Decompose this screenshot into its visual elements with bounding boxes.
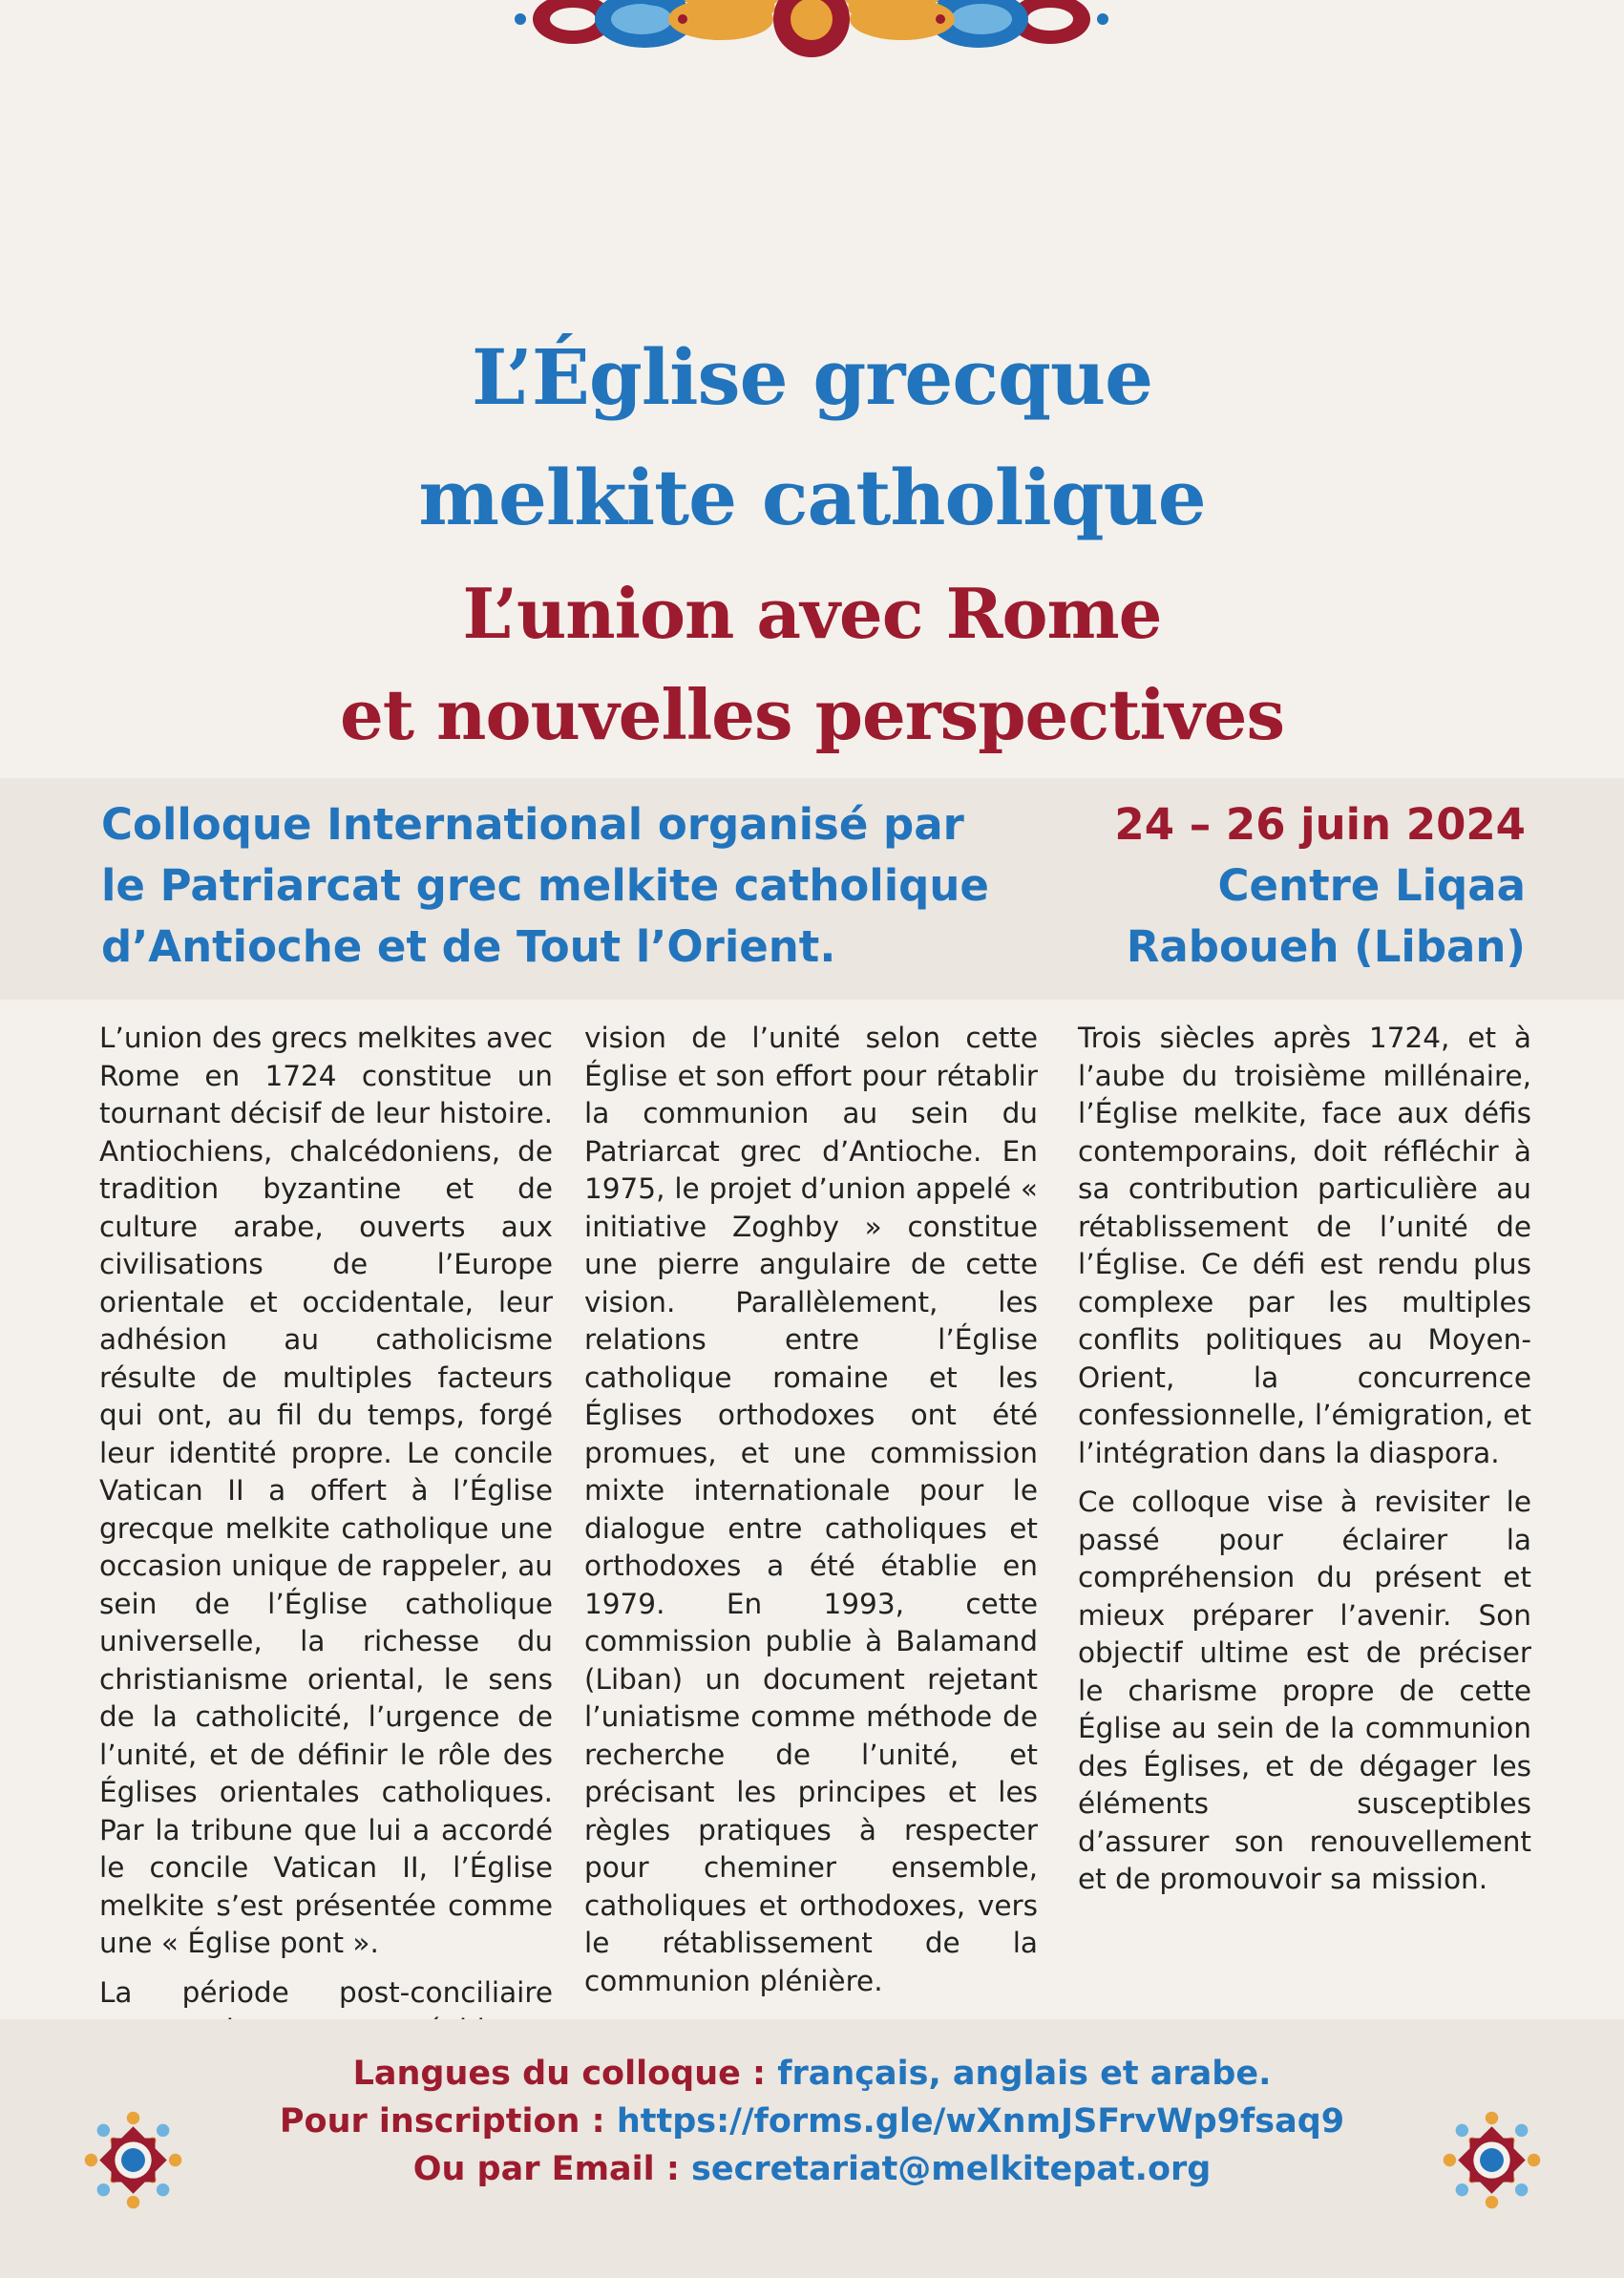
text-column-3 bbox=[1078, 1020, 1531, 1910]
event-place: Raboueh (Liban) bbox=[1126, 921, 1526, 972]
event-date: 24 – 26 juin 2024 bbox=[1114, 799, 1526, 850]
paragraph: La période post-conciliaire bbox=[99, 1975, 553, 2009]
paragraph: vision de l’unité selon cette Église et son effort pour rétablir la communion au sein du Patriarcat grec d’Antioche. En 1975, le projet d’union appelé « initiative Zoghby » constitue une pierre angulaire de cette vision. Parallèlement, les relations entre l’Église catholique romaine et les Églises orthodoxes ont été promues, et une commission mixte internationale pour le dialogue entre catholiques et orthodoxes a été établie en 1979. En 1993, cette commission publie à Balamand (Liban) un document rejetant l’uniatisme comme méthode de recherche de l’unité, et précisant les principes et les règles pratiques à respecter pour cheminer ensemble, catholiques et orthodoxes, vers le rétablissement de la communion plénière. bbox=[584, 1022, 1038, 1997]
title-line-2: melkite catholique bbox=[418, 453, 1206, 542]
title-line-1: L’Église grecque bbox=[471, 332, 1153, 422]
languages-label: Langues du colloque : bbox=[352, 2055, 767, 2093]
organizer-text bbox=[101, 794, 1056, 978]
text-column-2 bbox=[584, 1020, 1038, 2012]
signup-link[interactable]: https://forms.gle/wXnmJSFrvWp9fsaq9 bbox=[616, 2102, 1345, 2141]
signup-line bbox=[0, 2102, 1624, 2141]
email-link[interactable]: secretariat@melkitepat.org bbox=[691, 2150, 1212, 2188]
subtitle-line-1: L’union avec Rome bbox=[462, 573, 1162, 654]
paragraph: Trois siècles après 1724, et à l’aube du troisième millénaire, l’Église melkite, face aux défis contemporains, doit réfléchir à sa contribution particulière au rétablissement de l’unité de l’Église. Ce défi est rendu plus complexe par les multiples conflits politiques au Moyen-Orient, la concurrence confessionnelle, l’émigration, et l’intégration dans la diaspora. bbox=[1078, 1022, 1531, 1469]
mandala-ornament-icon bbox=[496, 0, 1127, 325]
rosette-ornament-icon bbox=[78, 2105, 188, 2215]
email-label: Ou par Email : bbox=[412, 2150, 680, 2188]
organizer-line-1: Colloque International organisé par bbox=[101, 799, 964, 850]
organizer-line-2: le Patriarcat grec melkite catholique bbox=[101, 860, 989, 911]
languages-value: français, anglais et arabe. bbox=[777, 2055, 1272, 2093]
organizer-line-3: d’Antioche et de Tout l’Orient. bbox=[101, 921, 836, 972]
event-venue: Centre Liqaa bbox=[1217, 860, 1526, 911]
text-column-1 bbox=[99, 1020, 553, 2099]
paragraph: L’union des grecs melkites avec Rome en 1724 constitue un tournant décisif de leur histoire. Antiochiens, chalcédoniens, de tradition byzantine et de culture arabe, ouverts aux civilisations de l’Europe orientale et occidentale, leur adhésion au catholicisme résulte de multiples facteurs qui ont, au fil du temps, forgé leur identité propre. Le concile Vatican II a offert à l’Église grecque melkite catholique une occasion unique de rappeler, au sein de l’Église catholique universelle, la richesse du christianisme oriental, le sens de la catholicité, l’urgence de l’unité, et de définir le rôle des Églises orientales catholiques. Par la tribune que lui a accordé le concile Vatican II, l’Église melkite s’est présentée comme une « Église pont ». bbox=[99, 1022, 553, 1959]
paragraph: Ce colloque vise à revisiter le passé pour éclairer la compréhension du présent et mieux préparer l’avenir. Son objectif ultime est de préciser le charisme propre de cette Église au sein de la communion des Églises, et de dégager les éléments susceptibles d’assurer son renouvellement et de promouvoir sa mission. bbox=[1078, 1486, 1531, 1895]
email-line bbox=[0, 2150, 1624, 2188]
signup-label: Pour inscription : bbox=[279, 2102, 605, 2141]
languages-line bbox=[0, 2055, 1624, 2093]
event-details bbox=[1114, 794, 1526, 978]
subtitle-line-2: et nouvelles perspectives bbox=[339, 674, 1284, 755]
rosette-ornament-icon bbox=[1437, 2105, 1547, 2215]
